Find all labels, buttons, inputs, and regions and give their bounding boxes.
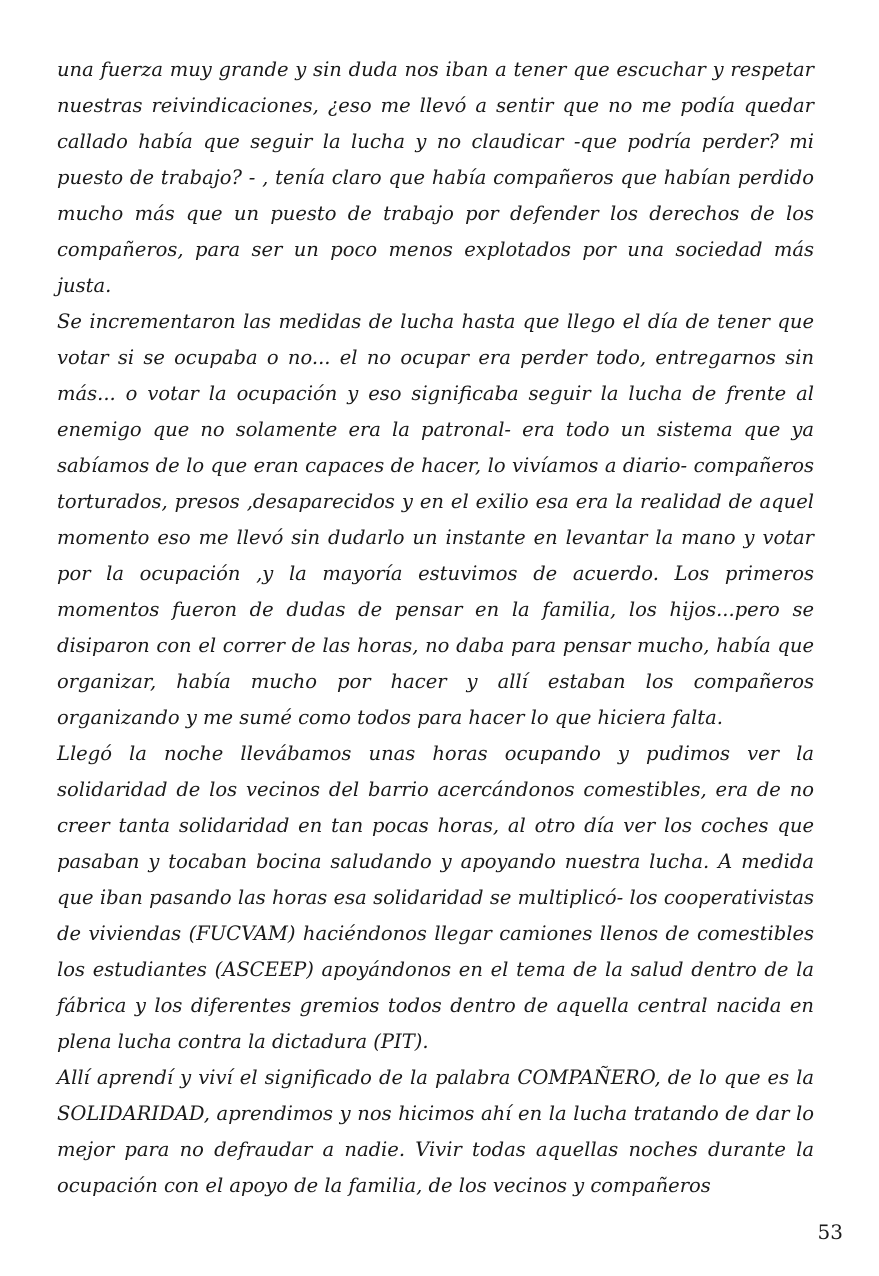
paragraph-3: Llegó la noche llevábamos unas horas ocupando y pudimos ver la solidaridad de los vecinos del barrio acercándonos comestibles, era de no creer tanta solidaridad en tan pocas horas, al otro día ver los coches que pasaban y tocaban bocina saludando y apoyando nuestra lucha. A medida que iban pasando las horas esa solidaridad se multiplicó- los cooperativistas de viviendas (FUCVAM) haciéndonos llegar camiones llenos de comestibles los estudiantes (ASCEEP) apoyándonos en el tema de la salud dentro de la fábrica y los diferentes gremios todos dentro de aquella central nacida en plena lucha contra la dictadura (PIT).: [57, 742, 814, 1053]
body-text: [57, 52, 814, 1204]
paragraph-2: Se incrementaron las medidas de lucha hasta que llego el día de tener que votar si se ocupaba o no... el no ocupar era perder todo, entregarnos sin más... o votar la ocupación y eso significaba seguir la lucha de frente al enemigo que no solamente era la patronal- era todo un sistema que ya sabíamos de lo que eran capaces de hacer, lo vivíamos a diario- compañeros torturados, presos ,desaparecidos y en el exilio esa era la realidad de aquel momento eso me llevó sin dudarlo un instante en levantar la mano y votar por la ocupación ,y la mayoría estuvimos de acuerdo. Los primeros momentos fueron de dudas de pensar en la familia, los hijos...pero se disiparon con el correr de las horas, no daba para pensar mucho, había que organizar, había mucho por hacer y allí estaban los compañeros organizando y me sumé como todos para hacer lo que hiciera falta.: [57, 310, 814, 729]
paragraph-4: Allí aprendí y viví el significado de la palabra COMPAÑERO, de lo que es la SOLIDARIDAD, aprendimos y nos hicimos ahí en la lucha tratando de dar lo mejor para no defraudar a nadie. Vivir todas aquellas noches durante la ocupación con el apoyo de la familia, de los vecinos y compañeros: [57, 1066, 814, 1197]
page-number: 53: [817, 1220, 843, 1244]
paragraph-1: una fuerza muy grande y sin duda nos iban a tener que escuchar y respetar nuestras reivindicaciones, ¿eso me llevó a sentir que no me podía quedar callado había que seguir la lucha y no claudicar -que podría perder? mi puesto de trabajo? - , tenía claro que había compañeros que habían perdido mucho más que un puesto de trabajo por defender los derechos de los compañeros, para ser un poco menos explotados por una sociedad más justa.: [57, 58, 814, 297]
